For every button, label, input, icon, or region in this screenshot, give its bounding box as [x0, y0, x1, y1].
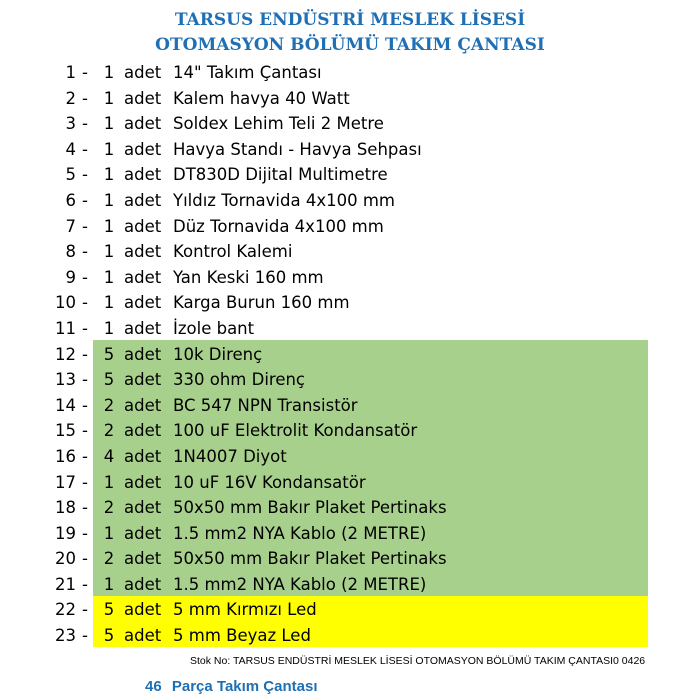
list-item [0, 597, 700, 623]
item-number: 3 [65, 114, 76, 134]
list-item [0, 546, 700, 572]
item-number: 12 [55, 344, 76, 364]
item-unit: adet [124, 88, 162, 108]
item-number: 11 [55, 318, 76, 338]
page-title-line-1: TARSUS ENDÜSTRİ MESLEK LİSESİ [174, 10, 526, 30]
list-item [0, 239, 700, 265]
item-unit: adet [124, 498, 162, 518]
item-description: Yıldız Tornavida 4x100 mm [173, 190, 395, 210]
item-number: 5 [65, 165, 76, 185]
item-separator: - [82, 242, 88, 262]
item-number: 13 [55, 370, 76, 390]
item-description: 5 mm Kırmızı Led [173, 600, 317, 620]
item-separator: - [82, 523, 88, 543]
list-item [0, 214, 700, 240]
item-separator: - [82, 165, 88, 185]
item-quantity: 1 [103, 242, 115, 262]
page-title-line-2: OTOMASYON BÖLÜMÜ TAKIM ÇANTASI [155, 35, 545, 55]
item-number: 20 [55, 549, 76, 569]
item-unit: adet [124, 63, 162, 82]
item-description: Kontrol Kalemi [173, 242, 293, 262]
item-unit: adet [124, 242, 162, 262]
item-unit: adet [124, 626, 162, 646]
item-unit: adet [124, 395, 162, 415]
list-item [0, 60, 700, 86]
item-quantity: 1 [103, 523, 115, 543]
list-item [0, 137, 700, 163]
item-description: Kalem havya 40 Watt [173, 88, 350, 108]
item-separator: - [82, 574, 88, 594]
item-unit: adet [124, 549, 162, 569]
list-item [0, 265, 700, 291]
item-number: 1 [65, 63, 76, 82]
list-item [0, 111, 700, 137]
item-number: 18 [55, 498, 76, 518]
item-quantity: 4 [103, 446, 115, 466]
item-description: 330 ohm Direnç [173, 370, 305, 390]
item-quantity: 2 [103, 498, 115, 518]
list-item [0, 393, 700, 419]
item-quantity: 1 [103, 139, 115, 159]
item-quantity: 5 [103, 600, 115, 620]
item-unit: adet [124, 600, 162, 620]
item-unit: adet [124, 114, 162, 134]
item-separator: - [82, 114, 88, 134]
footer-label: Parça Takım Çantası [171, 678, 318, 695]
list-item [0, 188, 700, 214]
item-separator: - [82, 395, 88, 415]
item-number: 19 [55, 523, 76, 543]
item-separator: - [82, 498, 88, 518]
item-unit: adet [124, 318, 162, 338]
item-description: 1.5 mm2 NYA Kablo (2 METRE) [173, 574, 427, 594]
item-number: 15 [55, 421, 76, 441]
item-quantity: 1 [103, 267, 115, 287]
item-description: Düz Tornavida 4x100 mm [173, 216, 384, 236]
item-separator: - [82, 626, 88, 646]
item-number: 7 [65, 216, 76, 236]
list-item [0, 367, 700, 393]
item-unit: adet [124, 370, 162, 390]
item-quantity: 1 [103, 63, 115, 82]
list-item [0, 495, 700, 521]
list-item [0, 470, 700, 496]
item-unit: adet [124, 421, 162, 441]
item-number: 22 [55, 600, 76, 620]
item-description: 1N4007 Diyot [173, 446, 287, 466]
list-item [0, 418, 700, 444]
item-separator: - [82, 344, 88, 364]
item-unit: adet [124, 267, 162, 287]
item-description: 100 uF Elektrolit Kondansatör [173, 421, 418, 441]
item-separator: - [82, 216, 88, 236]
item-quantity: 5 [103, 626, 115, 646]
item-number: 4 [65, 139, 76, 159]
item-separator: - [82, 370, 88, 390]
list-item [0, 572, 700, 598]
item-quantity: 1 [103, 574, 115, 594]
item-unit: adet [124, 165, 162, 185]
footer-summary [145, 678, 318, 695]
item-description: İzole bant [173, 318, 255, 338]
stock-number: Stok No: TARSUS ENDÜSTRİ MESLEK LİSESİ OTOMASYON BÖLÜMÜ TAKIM ÇANTASI0 0426 [190, 655, 646, 667]
list-item [0, 623, 700, 649]
list-item [0, 290, 700, 316]
item-description: 1.5 mm2 NYA Kablo (2 METRE) [173, 523, 427, 543]
item-description: DT830D Dijital Multimetre [173, 165, 388, 185]
item-separator: - [82, 549, 88, 569]
item-description: Yan Keski 160 mm [173, 267, 324, 287]
item-number: 14 [55, 395, 76, 415]
list-item [0, 444, 700, 470]
item-unit: adet [124, 216, 162, 236]
item-separator: - [82, 472, 88, 492]
item-unit: adet [124, 472, 162, 492]
item-quantity: 5 [103, 344, 115, 364]
item-quantity: 1 [103, 114, 115, 134]
item-number: 10 [55, 293, 76, 313]
item-separator: - [82, 267, 88, 287]
item-quantity: 2 [103, 395, 115, 415]
item-number: 23 [55, 626, 76, 646]
item-unit: adet [124, 190, 162, 210]
item-description: 5 mm Beyaz Led [173, 626, 311, 646]
item-separator: - [82, 293, 88, 313]
item-unit: adet [124, 523, 162, 543]
item-quantity: 1 [103, 293, 115, 313]
item-quantity: 5 [103, 370, 115, 390]
item-separator: - [82, 63, 88, 82]
item-quantity: 2 [103, 549, 115, 569]
item-separator: - [82, 190, 88, 210]
item-unit: adet [124, 446, 162, 466]
item-unit: adet [124, 574, 162, 594]
item-quantity: 1 [103, 190, 115, 210]
list-item [0, 316, 700, 342]
item-description: 10 uF 16V Kondansatör [173, 472, 366, 492]
item-separator: - [82, 139, 88, 159]
item-description: 50x50 mm Bakır Plaket Pertinaks [173, 498, 447, 518]
item-number: 9 [65, 267, 76, 287]
item-description: 10k Direnç [173, 344, 263, 364]
item-number: 17 [55, 472, 76, 492]
list-item [0, 342, 700, 368]
item-number: 8 [65, 242, 76, 262]
item-description: BC 547 NPN Transistör [173, 395, 358, 415]
item-separator: - [82, 600, 88, 620]
item-unit: adet [124, 293, 162, 313]
item-separator: - [82, 446, 88, 466]
item-description: 14" Takım Çantası [173, 63, 322, 82]
item-number: 21 [55, 574, 76, 594]
list-item [0, 86, 700, 112]
item-unit: adet [124, 139, 162, 159]
item-description: Soldex Lehim Teli 2 Metre [173, 114, 384, 134]
item-quantity: 1 [103, 216, 115, 236]
item-unit: adet [124, 344, 162, 364]
item-quantity: 2 [103, 421, 115, 441]
item-number: 2 [65, 88, 76, 108]
list-item [0, 521, 700, 547]
item-description: Havya Standı - Havya Sehpası [173, 139, 422, 159]
item-quantity: 1 [103, 88, 115, 108]
item-quantity: 1 [103, 318, 115, 338]
item-list [0, 60, 700, 649]
item-description: 50x50 mm Bakır Plaket Pertinaks [173, 549, 447, 569]
item-description: Karga Burun 160 mm [173, 293, 350, 313]
item-quantity: 1 [103, 472, 115, 492]
item-quantity: 1 [103, 165, 115, 185]
item-separator: - [82, 88, 88, 108]
item-number: 16 [55, 446, 76, 466]
item-separator: - [82, 318, 88, 338]
list-item [0, 162, 700, 188]
piece-count: 46 [145, 678, 162, 695]
item-separator: - [82, 421, 88, 441]
item-number: 6 [65, 190, 76, 210]
